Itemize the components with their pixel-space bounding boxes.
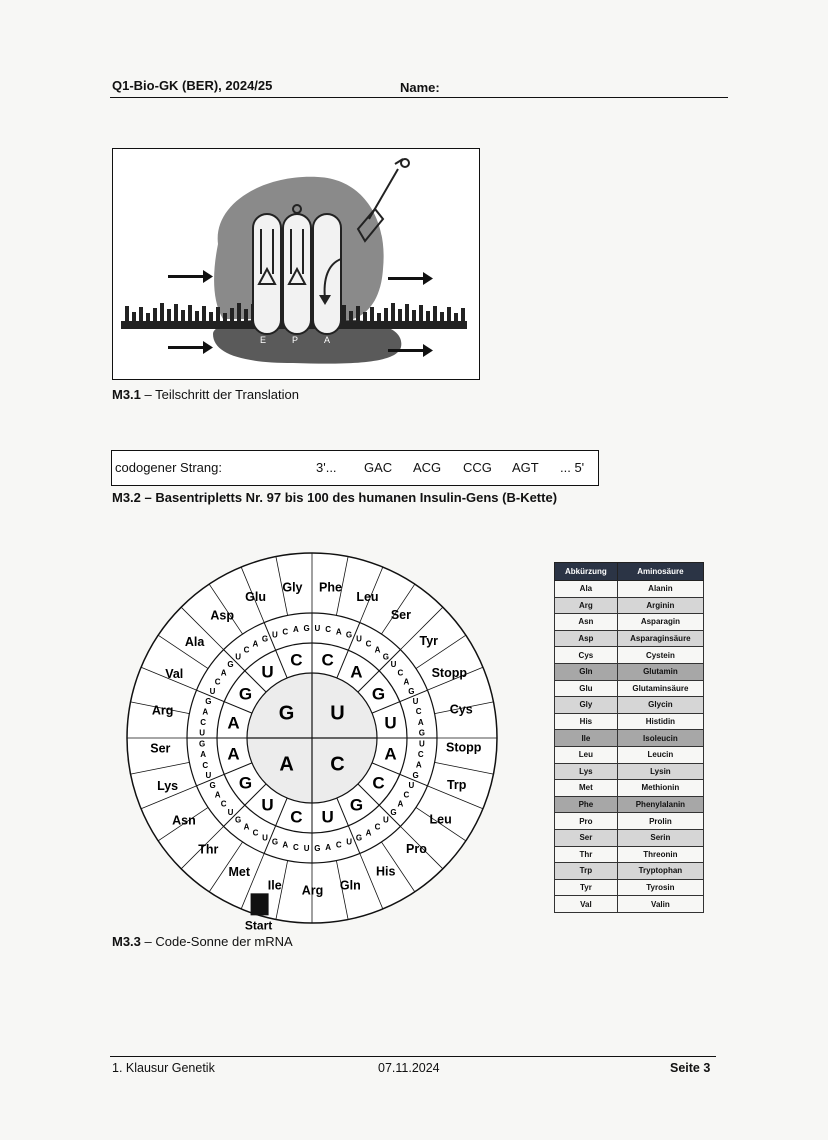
- name-label: Name:: [400, 80, 440, 95]
- aa-name: Asparagin: [617, 614, 703, 631]
- mrna-base: [125, 306, 129, 321]
- third-base: G: [271, 837, 279, 847]
- aa-abbreviation: Pro: [555, 813, 618, 830]
- third-base: U: [412, 696, 419, 706]
- aa-name: Arginin: [617, 597, 703, 614]
- third-base: A: [200, 750, 207, 760]
- third-base: A: [292, 625, 299, 635]
- third-base: A: [214, 790, 221, 800]
- first-base: C: [330, 753, 345, 776]
- codogenic-strand-box: [111, 450, 599, 486]
- aa-name: Methionin: [617, 780, 703, 797]
- footer-date: 07.11.2024: [378, 1061, 440, 1075]
- mrna-base: [440, 312, 444, 321]
- amino-acid-label: Leu: [429, 812, 452, 827]
- third-base: A: [325, 842, 332, 852]
- amino-acid-label: Asp: [210, 608, 235, 623]
- mrna-base: [181, 310, 185, 321]
- mrna-base: [356, 306, 360, 321]
- third-base: A: [243, 822, 250, 832]
- third-base: U: [390, 660, 397, 670]
- aa-abbreviation: Arg: [555, 597, 618, 614]
- aa-name: Phenylalanin: [617, 796, 703, 813]
- mrna-base: [167, 309, 171, 321]
- amino-acid-label: Gly: [282, 580, 303, 595]
- amino-acid-label: His: [375, 864, 396, 879]
- aa-name: Prolin: [617, 813, 703, 830]
- aa-name: Glutaminsäure: [617, 680, 703, 697]
- third-base: U: [227, 807, 234, 817]
- table-row: [555, 647, 704, 664]
- aa-abbreviation: Asn: [555, 614, 618, 631]
- third-base: U: [408, 781, 415, 791]
- second-base: G: [349, 795, 364, 815]
- second-base: G: [238, 684, 253, 704]
- aa-name: Tryptophan: [617, 863, 703, 880]
- strand-end: ... 5': [560, 460, 585, 475]
- mrna-base: [447, 307, 451, 321]
- table-header-name: Aminosäure: [617, 563, 703, 581]
- amino-acid-label: Arg: [301, 883, 324, 898]
- third-base: U: [199, 728, 206, 738]
- start-label: Start: [244, 918, 273, 933]
- ribosome-illustration: [113, 149, 479, 379]
- second-base: U: [384, 713, 397, 733]
- table-row: [555, 581, 704, 598]
- mrna-base: [398, 309, 402, 321]
- table-row: [555, 680, 704, 697]
- amino-acid-label: Ser: [150, 741, 171, 756]
- amino-acid-label: Phe: [319, 580, 342, 595]
- aa-name: Glutamin: [617, 663, 703, 680]
- table-row: [555, 896, 704, 913]
- aa-abbreviation: Phe: [555, 796, 618, 813]
- third-base: U: [235, 652, 242, 662]
- aa-abbreviation: Ala: [555, 581, 618, 598]
- mrna-base: [370, 307, 374, 321]
- aa-abbreviation: Ser: [555, 829, 618, 846]
- second-base: U: [261, 795, 274, 815]
- amino-acid-label: Glu: [245, 590, 266, 605]
- aa-name: Cystein: [617, 647, 703, 664]
- table-row: [555, 597, 704, 614]
- aa-name: Serin: [617, 829, 703, 846]
- aa-name: Isoleucin: [617, 730, 703, 747]
- triplet: CCG: [463, 460, 492, 475]
- table-row: [555, 846, 704, 863]
- second-base: A: [227, 744, 240, 764]
- mrna-base: [202, 306, 206, 321]
- amino-acid-label: Ser: [390, 608, 411, 623]
- third-base: A: [415, 760, 422, 770]
- footer-page: Seite 3: [670, 1061, 711, 1075]
- site-label-e: E: [259, 335, 267, 345]
- table-row: [555, 630, 704, 647]
- aa-abbreviation: Cys: [555, 647, 618, 664]
- third-base: A: [335, 627, 342, 637]
- mrna-base: [223, 313, 227, 321]
- trna-p-site: [283, 214, 311, 334]
- mrna-base: [342, 305, 346, 321]
- third-base: C: [200, 717, 207, 727]
- amino-acid-label: Ala: [184, 634, 205, 649]
- amino-acid-table: [554, 562, 704, 913]
- mrna-base: [209, 312, 213, 321]
- third-base: U: [346, 837, 352, 847]
- mrna-base: [412, 310, 416, 321]
- mrna-base: [426, 311, 430, 321]
- amino-acid-label: Asn: [172, 813, 196, 828]
- amino-acid-label: Leu: [356, 589, 379, 604]
- third-base: C: [335, 840, 342, 850]
- aa-name: Asparaginsäure: [617, 630, 703, 647]
- aa-name: Valin: [617, 896, 703, 913]
- table-row: [555, 780, 704, 797]
- aa-abbreviation: Gln: [555, 663, 618, 680]
- third-base: U: [205, 771, 212, 781]
- third-base: C: [202, 760, 209, 770]
- second-base: U: [321, 807, 334, 827]
- first-base: G: [278, 702, 295, 725]
- site-label-p: P: [291, 335, 299, 345]
- third-base: G: [382, 652, 389, 662]
- table-row: [555, 697, 704, 714]
- third-base: C: [417, 750, 424, 760]
- amino-acid-label: Lys: [157, 778, 179, 793]
- third-base: C: [397, 668, 404, 678]
- figure3-caption: M3.3 – Code-Sonne der mRNA: [112, 934, 293, 949]
- mrna-base: [433, 306, 437, 321]
- third-base: G: [418, 728, 425, 738]
- amino-acid-label: Stopp: [446, 740, 482, 755]
- amino-acid-label: Gln: [339, 878, 361, 893]
- second-base: A: [350, 662, 363, 682]
- third-base: G: [227, 660, 234, 670]
- third-base: G: [261, 634, 269, 644]
- second-base: G: [371, 684, 386, 704]
- third-base: A: [374, 645, 381, 655]
- third-base: U: [272, 630, 278, 640]
- mrna-base: [461, 308, 465, 321]
- aa-abbreviation: Thr: [555, 846, 618, 863]
- translation-figure: [112, 148, 480, 380]
- third-base: C: [243, 645, 250, 655]
- mrna-base: [174, 304, 178, 321]
- second-base: C: [290, 650, 303, 670]
- third-base: A: [417, 717, 424, 727]
- aa-name: Tyrosin: [617, 879, 703, 896]
- aa-name: Glycin: [617, 697, 703, 714]
- third-base: C: [403, 790, 410, 800]
- third-base: G: [355, 833, 363, 843]
- third-base: A: [252, 639, 259, 649]
- amino-acid-label: Trp: [446, 777, 467, 792]
- table-row: [555, 763, 704, 780]
- second-base: C: [321, 650, 334, 670]
- aa-abbreviation: Asp: [555, 630, 618, 647]
- third-base: U: [356, 634, 362, 644]
- footer-title: 1. Klausur Genetik: [112, 1061, 215, 1075]
- third-base: G: [209, 781, 216, 791]
- third-base: C: [214, 677, 221, 687]
- table-row: [555, 863, 704, 880]
- third-base: C: [415, 707, 422, 717]
- third-base: G: [199, 739, 206, 749]
- amino-acid-label: Tyr: [419, 634, 439, 649]
- mrna-base: [349, 311, 353, 321]
- amino-acid-label: Ile: [267, 878, 282, 893]
- third-base: U: [262, 833, 268, 843]
- third-base: G: [345, 630, 353, 640]
- third-base: C: [292, 842, 299, 852]
- aa-name: Alanin: [617, 581, 703, 598]
- mrna-base: [216, 307, 220, 321]
- table-row: [555, 730, 704, 747]
- third-base: C: [220, 799, 227, 809]
- trna-e-site: [253, 214, 281, 334]
- third-base: A: [202, 707, 209, 717]
- table-row: [555, 796, 704, 813]
- amino-acid-label: Val: [165, 667, 184, 682]
- third-base: A: [403, 677, 410, 687]
- second-base: C: [290, 807, 303, 827]
- start-marker: [251, 893, 269, 915]
- table-row: [555, 813, 704, 830]
- first-base: A: [279, 753, 294, 776]
- third-base: A: [220, 668, 227, 678]
- aa-name: Lysin: [617, 763, 703, 780]
- course-title: Q1-Bio-GK (BER), 2024/25: [112, 78, 273, 93]
- mrna-base: [132, 312, 136, 321]
- mrna-base: [384, 308, 388, 321]
- third-base: G: [314, 843, 321, 853]
- mrna-base: [377, 313, 381, 321]
- triplet: AGT: [512, 460, 539, 475]
- third-base: C: [282, 627, 289, 637]
- triplet: GAC: [364, 460, 393, 475]
- mrna-base: [419, 305, 423, 321]
- mrna-base: [405, 304, 409, 321]
- code-sun: [126, 560, 498, 933]
- figure2-caption: M3.2 – Basentripletts Nr. 97 bis 100 des humanen Insulin-Gens (B-Kette): [112, 490, 558, 505]
- aa-abbreviation: Leu: [555, 746, 618, 763]
- mrna-base: [139, 307, 143, 321]
- aa-abbreviation: Val: [555, 896, 618, 913]
- third-base: G: [412, 771, 419, 781]
- third-base: G: [235, 815, 242, 825]
- table-row: [555, 829, 704, 846]
- aa-abbreviation: Met: [555, 780, 618, 797]
- table-row: [555, 713, 704, 730]
- table-row: [555, 663, 704, 680]
- third-base: C: [365, 639, 372, 649]
- amino-acid-label: Pro: [406, 841, 427, 856]
- third-base: G: [205, 696, 212, 706]
- third-base: U: [418, 739, 425, 749]
- mrna-base: [195, 311, 199, 321]
- third-base: C: [252, 828, 259, 838]
- aa-abbreviation: Lys: [555, 763, 618, 780]
- table-header-abbr: Abkürzung: [555, 563, 618, 581]
- aa-abbreviation: Glu: [555, 680, 618, 697]
- first-base: U: [330, 702, 345, 725]
- mrna-base: [363, 312, 367, 321]
- third-base: A: [397, 799, 404, 809]
- site-label-a: A: [323, 335, 331, 345]
- third-base: G: [408, 686, 415, 696]
- third-base: U: [209, 686, 216, 696]
- aa-name: Histidin: [617, 713, 703, 730]
- mrna-base: [188, 305, 192, 321]
- footer-rule: [110, 1056, 716, 1057]
- mrna-base: [244, 309, 248, 321]
- mrna-base: [160, 303, 164, 321]
- second-base: U: [261, 662, 274, 682]
- third-base: C: [374, 822, 381, 832]
- code-sun-diagram: [126, 560, 498, 933]
- second-base: A: [384, 744, 397, 764]
- third-base: A: [365, 828, 372, 838]
- third-base: G: [303, 624, 310, 634]
- third-base: U: [303, 843, 310, 853]
- aa-abbreviation: His: [555, 713, 618, 730]
- aa-abbreviation: Trp: [555, 863, 618, 880]
- amino-acid-label: Cys: [449, 702, 473, 717]
- amino-acid-label: Met: [228, 864, 251, 879]
- table-row: [555, 879, 704, 896]
- third-base: G: [390, 807, 397, 817]
- mrna-base: [153, 308, 157, 321]
- mrna-base: [146, 313, 150, 321]
- table-row: [555, 614, 704, 631]
- mrna-base: [237, 303, 241, 321]
- amino-acid-label: Thr: [198, 842, 219, 857]
- aa-name: Leucin: [617, 746, 703, 763]
- third-base: C: [325, 625, 332, 635]
- second-base: C: [372, 773, 385, 793]
- third-base: U: [314, 624, 321, 634]
- second-base: A: [227, 713, 240, 733]
- triplet: ACG: [413, 460, 442, 475]
- aa-abbreviation: Ile: [555, 730, 618, 747]
- table-row: [555, 746, 704, 763]
- third-base: A: [282, 840, 289, 850]
- aa-abbreviation: Tyr: [555, 879, 618, 896]
- strand-start: 3'...: [316, 460, 337, 475]
- header-rule: [110, 97, 728, 98]
- aa-abbreviation: Gly: [555, 697, 618, 714]
- amino-acid-label: Stopp: [431, 666, 468, 681]
- mrna-base: [230, 308, 234, 321]
- mrna-base: [391, 303, 395, 321]
- mrna-base: [454, 313, 458, 321]
- second-base: G: [238, 773, 253, 793]
- amino-acid-label: Arg: [151, 703, 174, 718]
- strand-label: codogener Strang:: [115, 460, 222, 475]
- third-base: U: [382, 815, 389, 825]
- figure1-caption: M3.1 – Teilschritt der Translation: [112, 387, 299, 402]
- aa-name: Threonin: [617, 846, 703, 863]
